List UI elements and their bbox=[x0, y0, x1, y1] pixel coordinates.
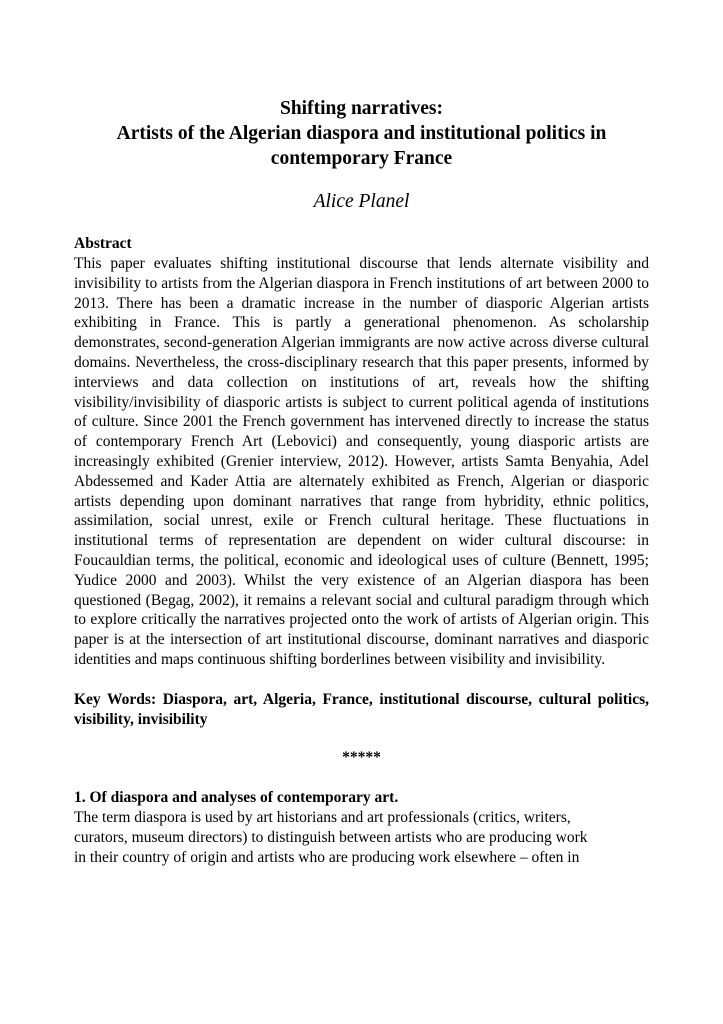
author-name: Alice Planel bbox=[313, 191, 410, 212]
title-line-2: Artists of the Algerian diaspora and institutional politics in bbox=[116, 123, 607, 144]
abstract-heading: Abstract bbox=[74, 235, 132, 252]
title-line-3: contemporary France bbox=[270, 148, 453, 169]
section-1-line-2: curators, museum directors) to distinguish between artists who are producing work bbox=[74, 828, 588, 846]
section-separator: ***** bbox=[342, 748, 381, 766]
section-1-heading: 1. Of diaspora and analyses of contemporary art. bbox=[74, 788, 399, 806]
paper-page bbox=[74, 96, 649, 868]
abstract-text: This paper evaluates shifting institutional discourse that lends alternate visibility and invisibility to artists from the Algerian diaspora in French institutions of art between 2000 to 2013. There has been a dramatic increase in the number of diasporic Algerian artists exhibiting in France. This is partly a generational phenomenon. As scholarship demonstrates, second-generation Algerian immigrants are now active across diverse cultural domains. Nevertheless, the cross-disciplinary research that this paper presents, informed by interviews and data collection on institutions of art, reveals how the shifting visibility/invisibility of diasporic artists is subject to current political agenda of institutions of culture. Since 2001 the French government has intervened directly to increase the status of contemporary French Art (Lebovici) and consequently, young diasporic artists are increasingly exhibited (Grenier interview, 2012). However, artists Samta Benyahia, Adel Abdessemed and Kader Attia are alternately exhibited as French, Algerian or diasporic artists depending upon dominant narratives that range from hybridity, ethnic politics, assimilation, social unrest, exile or French cultural heritage. These fluctuations in institutional terms of representation are dependent on wider cultural discourse: in Foucauldian terms, the political, economic and ideological uses of culture (Bennett, 1995; Yudice 2000 and 2003). Whilst the very existence of an Algerian diaspora has been questioned (Begag, 2002), it remains a relevant social and cultural paradigm through which to explore critically the narratives projected onto the work of artists of Algerian origin. This paper is at the intersection of art institutional discourse, dominant narratives and diasporic identities and maps continuous shifting borderlines between visibility and invisibility. bbox=[74, 255, 649, 668]
title-line-1: Shifting narratives: bbox=[279, 98, 444, 119]
section-1-text bbox=[74, 808, 634, 868]
section-1-line-3: in their country of origin and artists who are producing work elsewhere – often in bbox=[74, 848, 580, 866]
section-1-line-1: The term diaspora is used by art historians and art professionals (critics, writers, bbox=[74, 808, 571, 826]
paper-title bbox=[74, 96, 649, 171]
keywords: Key Words: Diaspora, art, Algeria, France, institutional discourse, cultural politics, visibility, invisibility bbox=[74, 690, 649, 728]
